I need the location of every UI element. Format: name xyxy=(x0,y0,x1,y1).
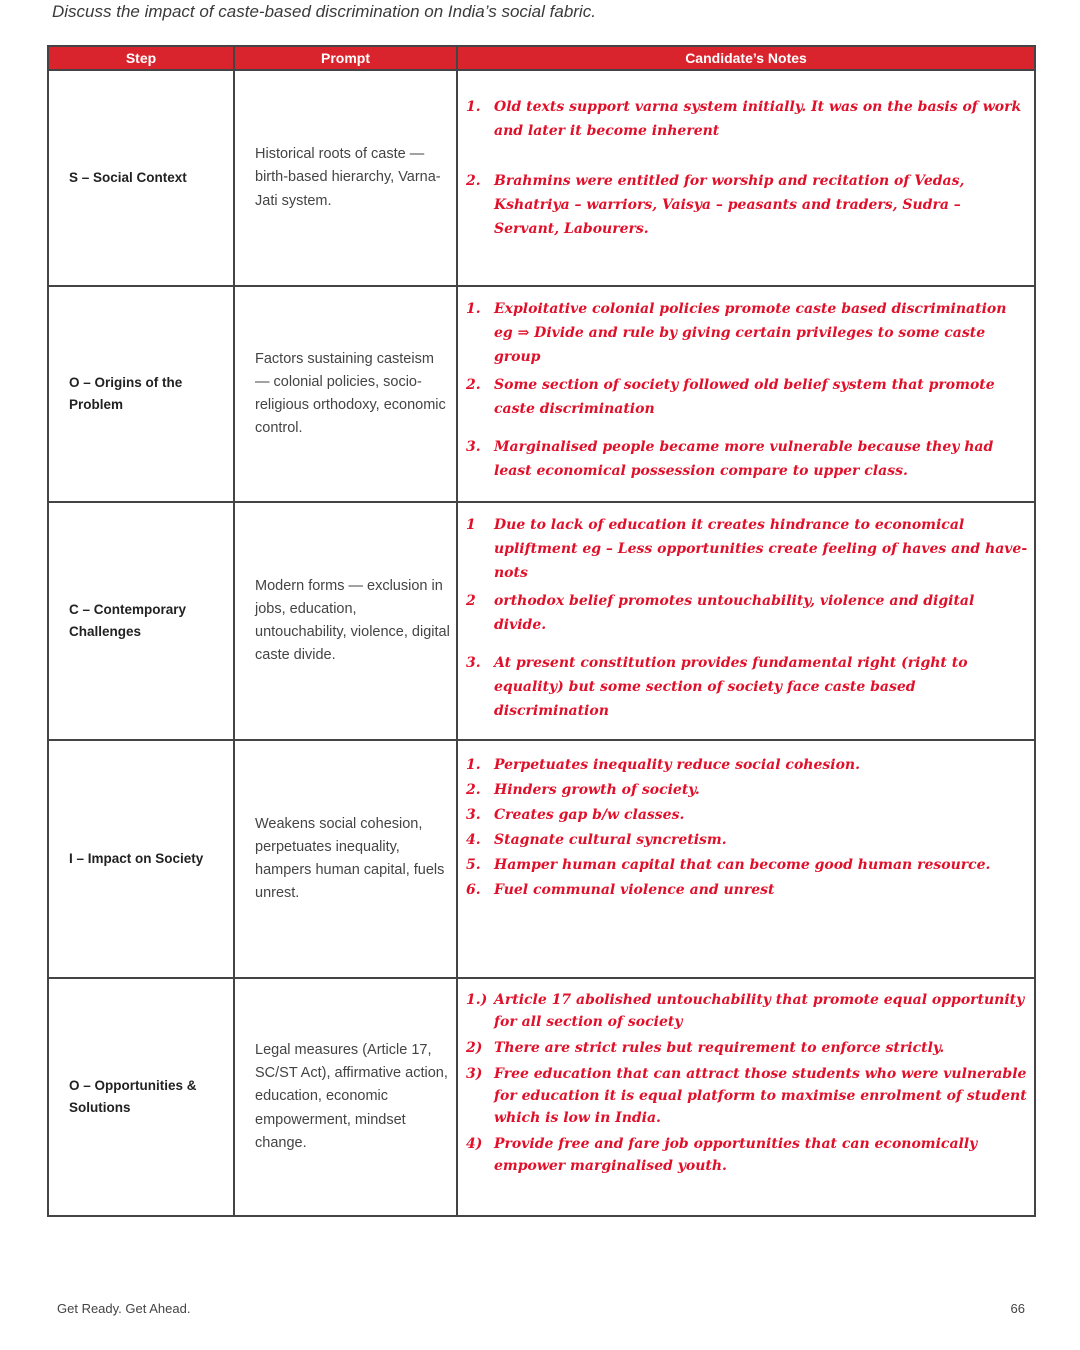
prompt-cell: Factors sustaining casteism — colonial policies, socio-religious orthodoxy, economic control. xyxy=(234,286,457,502)
header-step: Step xyxy=(48,46,234,70)
notes-cell xyxy=(457,740,1035,978)
note-item: 3. Creates gap b/w classes. xyxy=(466,807,685,823)
note-item: 2. Some section of society followed old belief system that promote caste discrimination xyxy=(466,377,995,417)
handwritten-notes xyxy=(466,989,1028,1177)
handwritten-notes xyxy=(466,513,1028,723)
step-cell: S – Social Context xyxy=(48,70,234,286)
table-row xyxy=(48,70,1035,286)
prompt-cell: Modern forms — exclusion in jobs, education, untouchability, violence, digital caste divide. xyxy=(234,502,457,740)
note-item: 4) Provide free and fare job opportunities that can economically empower marginalised youth. xyxy=(466,1136,978,1174)
header-prompt: Prompt xyxy=(234,46,457,70)
question-prompt: Discuss the impact of caste-based discrimination on India’s social fabric. xyxy=(52,2,596,21)
prompt-cell: Legal measures (Article 17, SC/ST Act), affirmative action, education, economic empowerment, mindset change. xyxy=(234,978,457,1216)
notes-cell xyxy=(457,978,1035,1216)
notes-cell xyxy=(457,502,1035,740)
table-row xyxy=(48,286,1035,502)
notes-cell xyxy=(457,70,1035,286)
note-item: 1 Due to lack of education it creates hindrance to economical upliftment eg – Less opportunities create feeling of haves and have-nots xyxy=(466,517,1028,581)
table-row xyxy=(48,502,1035,740)
notes-cell xyxy=(457,286,1035,502)
note-item: 3. Marginalised people became more vulnerable because they had least economical possession compare to upper class. xyxy=(466,439,994,479)
step-cell: I – Impact on Society xyxy=(48,740,234,978)
note-item: 1. Old texts support varna system initially. It was on the basis of work and later it become inherent xyxy=(466,99,1022,139)
prompt-cell: Historical roots of caste — birth-based hierarchy, Varna-Jati system. xyxy=(234,70,457,286)
note-item: 5. Hamper human capital that can become good human resource. xyxy=(466,857,991,873)
handwritten-notes xyxy=(466,297,1028,483)
note-item: 3. At present constitution provides fundamental right (right to equality) but some section of society face caste based discrimination xyxy=(466,655,968,719)
soccio-notes-table xyxy=(47,45,1036,1217)
step-cell: O – Origins of the Problem xyxy=(48,286,234,502)
handwritten-notes xyxy=(466,755,1028,901)
footer-tagline: Get Ready. Get Ahead. xyxy=(57,1301,191,1316)
handwritten-notes xyxy=(466,95,1028,241)
table-row xyxy=(48,978,1035,1216)
note-item: 2) There are strict rules but requirement to enforce strictly. xyxy=(466,1040,945,1056)
note-item: 1. Exploitative colonial policies promote caste based discrimination eg ⇒ Divide and rule by giving certain privileges to some caste group xyxy=(466,301,1007,365)
header-candidate-notes: Candidate’s Notes xyxy=(457,46,1035,70)
note-item: 3) Free education that can attract those students who were vulnerable for education it is equal platform to maximise enrolment of student which is low in India. xyxy=(466,1066,1027,1126)
table-header-row xyxy=(48,46,1035,70)
note-item: 1.) Article 17 abolished untouchability that promote equal opportunity for all section of society xyxy=(466,992,1025,1030)
step-cell: C – Contemporary Challenges xyxy=(48,502,234,740)
note-item: 4. Stagnate cultural syncretism. xyxy=(466,832,727,848)
note-item: 2. Hinders growth of society. xyxy=(466,782,700,798)
note-item: 6. Fuel communal violence and unrest xyxy=(466,882,775,898)
note-item: 2. Brahmins were entitled for worship and recitation of Vedas, Kshatriya – warriors, Vaisya – peasants and traders, Sudra – Servant, Labourers. xyxy=(466,173,965,237)
step-cell: O – Opportunities & Solutions xyxy=(48,978,234,1216)
note-item: 1. Perpetuates inequality reduce social cohesion. xyxy=(466,757,860,773)
page-number: 66 xyxy=(1010,1301,1025,1316)
table-row xyxy=(48,740,1035,978)
note-item: 2 orthodox belief promotes untouchability, violence and digital divide. xyxy=(466,593,975,633)
prompt-cell: Weakens social cohesion, perpetuates inequality, hampers human capital, fuels unrest. xyxy=(234,740,457,978)
